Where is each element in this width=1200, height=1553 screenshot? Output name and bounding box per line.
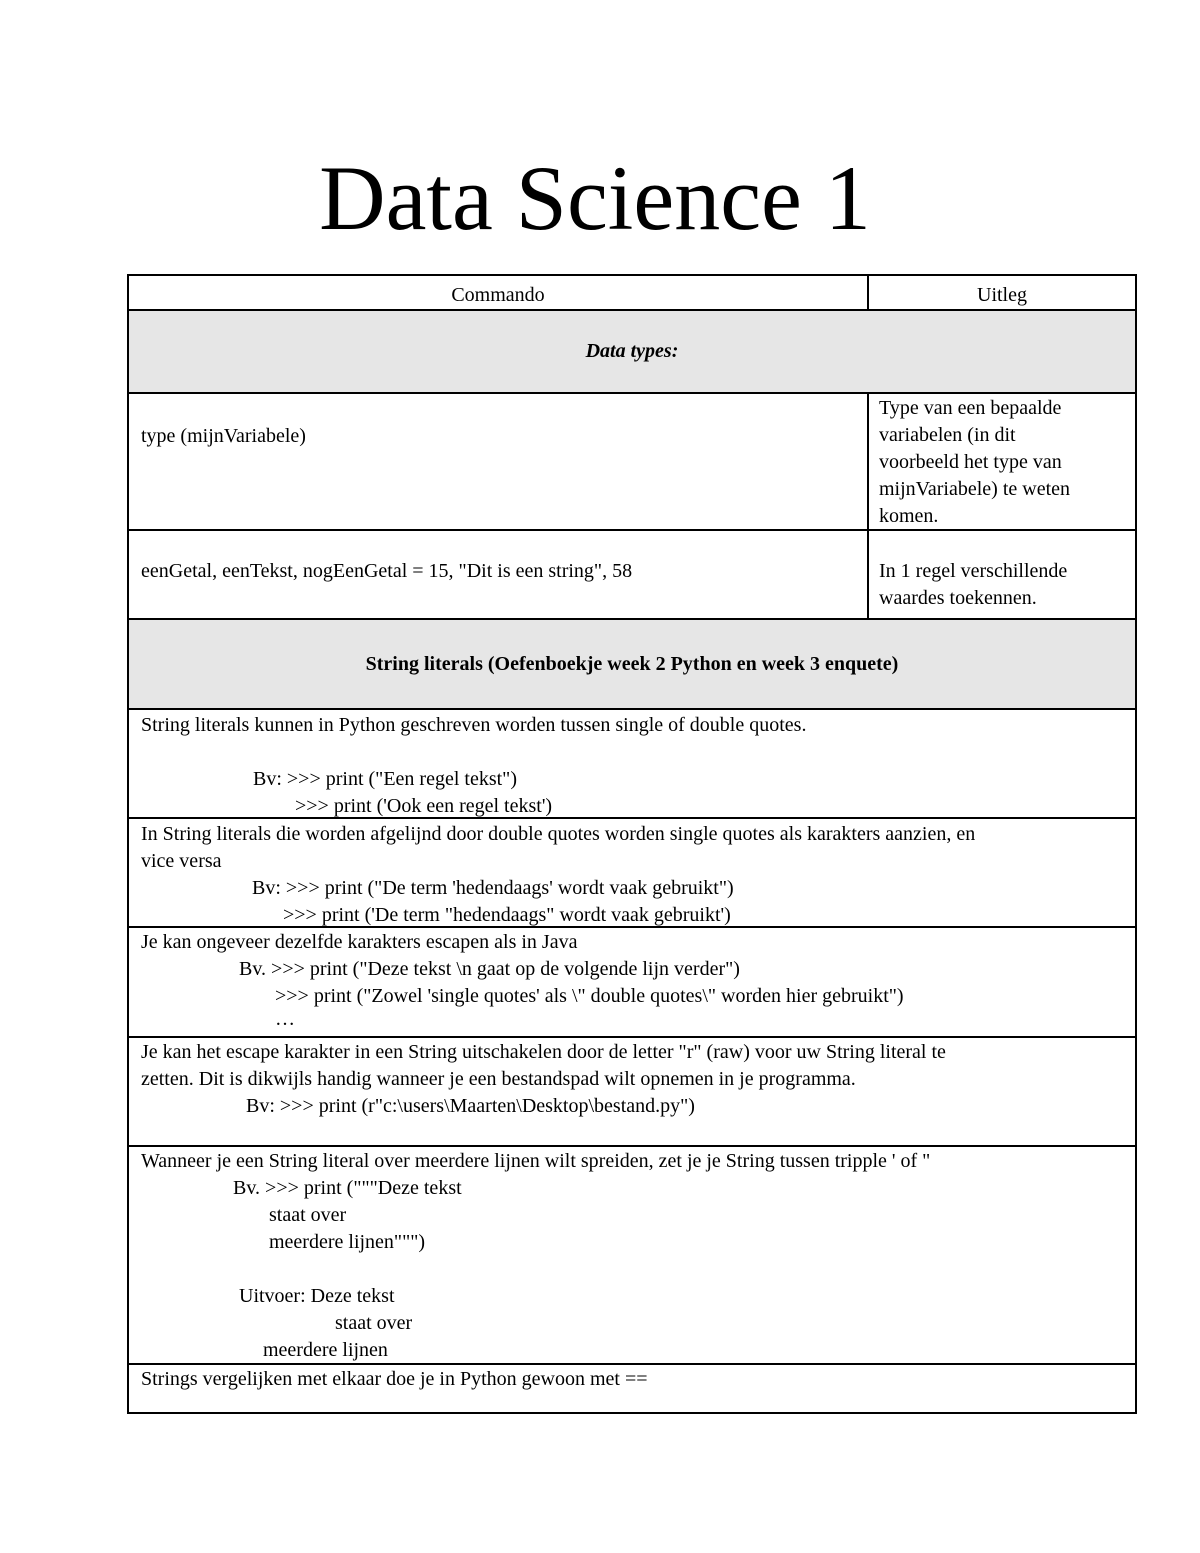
code-line: Bv: >>> print ("De term 'hedendaags' wordt vaak gebruikt") (252, 877, 734, 899)
explanation-type (879, 395, 1137, 530)
explanation-assign (879, 558, 1137, 612)
explanation-line: komen. (879, 505, 939, 527)
block-escape (129, 928, 1135, 1035)
section-data-types-label: Data types: (585, 340, 679, 362)
output-line: Uitvoer: Deze tekst (239, 1285, 395, 1307)
output-line: staat over (335, 1312, 413, 1334)
divider (129, 392, 1135, 394)
command-type: type (mijnVariabele) (141, 425, 306, 447)
explanation-line: In 1 regel verschillende (879, 560, 1068, 582)
code-line: Bv. >>> print ("Deze tekst \n gaat op de volgende lijn verder") (239, 958, 740, 980)
explanation-line: waardes toekennen. (879, 587, 1037, 609)
text-line: String literals kunnen in Python geschreven worden tussen single of double quotes. (141, 714, 807, 736)
explanation-line: voorbeeld het type van (879, 451, 1062, 473)
block-compare (129, 1365, 1135, 1413)
code-line: >>> print ('Ook een regel tekst') (295, 795, 553, 817)
explanation-line: mijnVariabele) te weten (879, 478, 1071, 500)
text-line: Je kan het escape karakter in een String uitschakelen door de letter "r" (raw) voor uw String literal te (141, 1041, 946, 1063)
divider (129, 529, 1135, 531)
code-line: Bv: >>> print (r"c:\users\Maarten\Desktop\bestand.py") (246, 1095, 695, 1117)
text-line: vice versa (141, 850, 222, 872)
output-line: meerdere lijnen (263, 1339, 388, 1361)
command-assign: eenGetal, eenTekst, nogEenGetal = 15, "Dit is een string", 58 (141, 560, 633, 582)
text-line: Strings vergelijken met elkaar doe je in Python gewoon met == (141, 1368, 648, 1390)
block-nested-quotes (129, 819, 1135, 925)
block-triple-quotes (129, 1147, 1135, 1362)
text-line: In String literals die worden afgelijnd door double quotes worden single quotes als karakters aanzien, en (141, 823, 976, 845)
header-commando: Commando (451, 284, 545, 306)
explanation-line: Type van een bepaalde (879, 397, 1062, 419)
block-raw (129, 1038, 1135, 1144)
header-uitleg: Uitleg (977, 284, 1027, 306)
code-line: Bv: >>> print ("Een regel tekst") (253, 768, 517, 790)
commands-table (127, 274, 1137, 1414)
explanation-line: variabelen (in dit (879, 424, 1016, 446)
text-line: Wanneer je een String literal over meerdere lijnen wilt spreiden, zet je je String tussen tripple ' of " (141, 1150, 931, 1172)
text-line: zetten. Dit is dikwijls handig wanneer je een bestandspad wilt opnemen in je programma. (141, 1068, 856, 1090)
text-line: Je kan ongeveer dezelfde karakters escapen als in Java (141, 931, 578, 953)
code-line: staat over (269, 1204, 347, 1226)
page-title: Data Science 1 (319, 147, 871, 249)
block-quotes (129, 710, 1135, 816)
code-line: >>> print ("Zowel 'single quotes' als \" double quotes\" worden hier gebruikt") (275, 985, 904, 1007)
code-line: >>> print ('De term "hedendaags" wordt vaak gebruikt') (283, 904, 731, 926)
section-string-literals-label: String literals (Oefenboekje week 2 Python en week 3 enquete) (365, 653, 899, 675)
code-line: … (275, 1008, 295, 1030)
section-data-types (129, 311, 1135, 392)
code-line: meerdere lijnen""") (269, 1231, 426, 1253)
section-string-literals (129, 620, 1135, 708)
code-line: Bv. >>> print ("""Deze tekst (233, 1177, 462, 1199)
